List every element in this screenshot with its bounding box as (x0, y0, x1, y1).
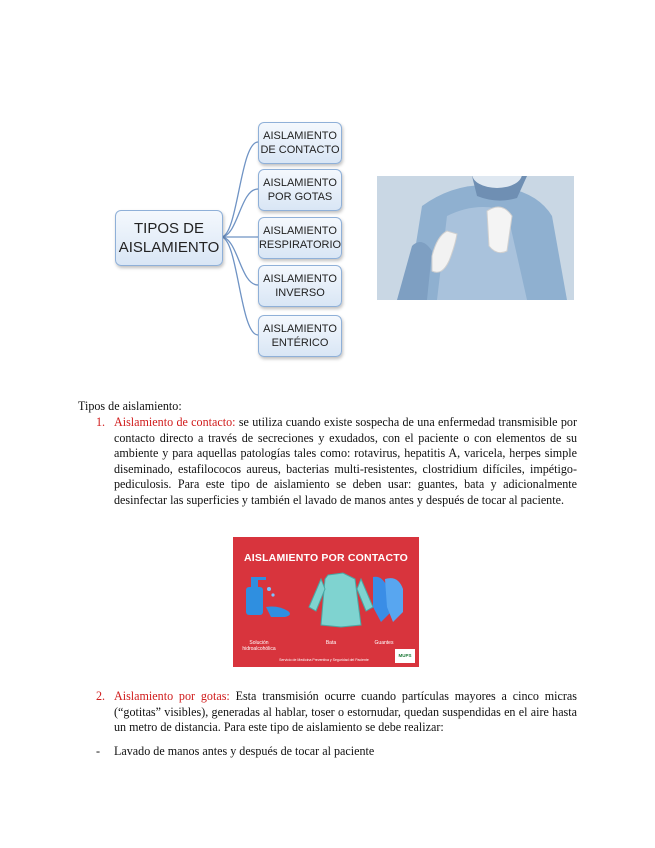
item-body-gotas: Esta transmisión ocurre cuando partículas mayores a cinco micras (“gotitas” visibles), generadas al hablar, toser o estornudar, quedan suspendidas en el aire hasta un metro de distancia. Para este tipo de aislamiento se debe realizar: (114, 689, 577, 735)
diagram-node-enterico (258, 315, 342, 357)
gown-icon (309, 573, 373, 627)
poster-caption-gown: Bata (325, 640, 337, 646)
poster-logo: MUPS (395, 649, 415, 663)
item-title-contacto: Aislamiento de contacto: (114, 415, 236, 429)
section-intro: Tipos de aislamiento: (78, 399, 182, 413)
diagram-node-contacto (258, 122, 342, 164)
poster-title: AISLAMIENTO POR CONTACTO (243, 552, 409, 564)
item-title-gotas: Aislamiento por gotas: (114, 689, 230, 703)
diagram-node-label: AISLAMIENTO DE CONTACTO (260, 130, 340, 156)
gloves-icon (373, 577, 403, 622)
diagram-node-respiratorio (258, 217, 342, 259)
list-number-1: 1. (96, 415, 106, 429)
diagram-node-label: AISLAMIENTO INVERSO (263, 273, 337, 299)
diagram-node-inverso (258, 265, 342, 307)
paragraph-gotas (114, 689, 577, 736)
paragraph-contacto (114, 415, 577, 509)
poster-caption-gloves: Guantes (374, 640, 394, 646)
diagram-node-label: AISLAMIENTO POR GOTAS (263, 177, 337, 203)
sanitizer-icon (246, 577, 290, 617)
connector-inverso (221, 237, 258, 285)
connector-gotas (221, 189, 258, 237)
diagram-node-gotas (258, 169, 342, 211)
diagram-main-label: TIPOS DE AISLAMIENTO (118, 220, 220, 256)
bullet-marker: - (96, 744, 101, 758)
diagram-node-label: AISLAMIENTO RESPIRATORIO (258, 225, 342, 251)
bullet-item-lavado: Lavado de manos antes y después de tocar al paciente (114, 744, 375, 758)
list-number-2: 2. (96, 689, 106, 703)
diagram-node-label: AISLAMIENTO ENTÉRICO (263, 323, 337, 349)
item-body-contacto: se utiliza cuando existe sospecha de una enfermedad transmisible por contacto directo a través de secreciones y exudados, con el paciente o con elementos de su ambiente y para aquellas patologías tales como: rotavirus, hepatitis A, varicela, herpes simple diseminado, estafilococos aureus, bacterias multi-resistentes, clostridium difíciles, impétigo-pediculosis. Para este tipo de aislamiento se deben usar: guantes, bata y adicionalmente desinfectar las superficies y también el lavado de manos antes y después de tocar al paciente. (114, 415, 577, 507)
gown-gloves-illustration (377, 176, 574, 300)
poster-footer: Servicio de Medicina Preventiva y Seguridad del Paciente (279, 658, 369, 662)
connector-contacto (221, 142, 258, 237)
poster-icons (233, 567, 419, 637)
contact-isolation-poster (233, 537, 419, 667)
connector-enterico (221, 237, 258, 335)
diagram-main-node (115, 210, 223, 266)
gown-gloves-photo (377, 176, 574, 300)
poster-caption-sanitizer: Solución hidroalcohólica (242, 640, 276, 652)
